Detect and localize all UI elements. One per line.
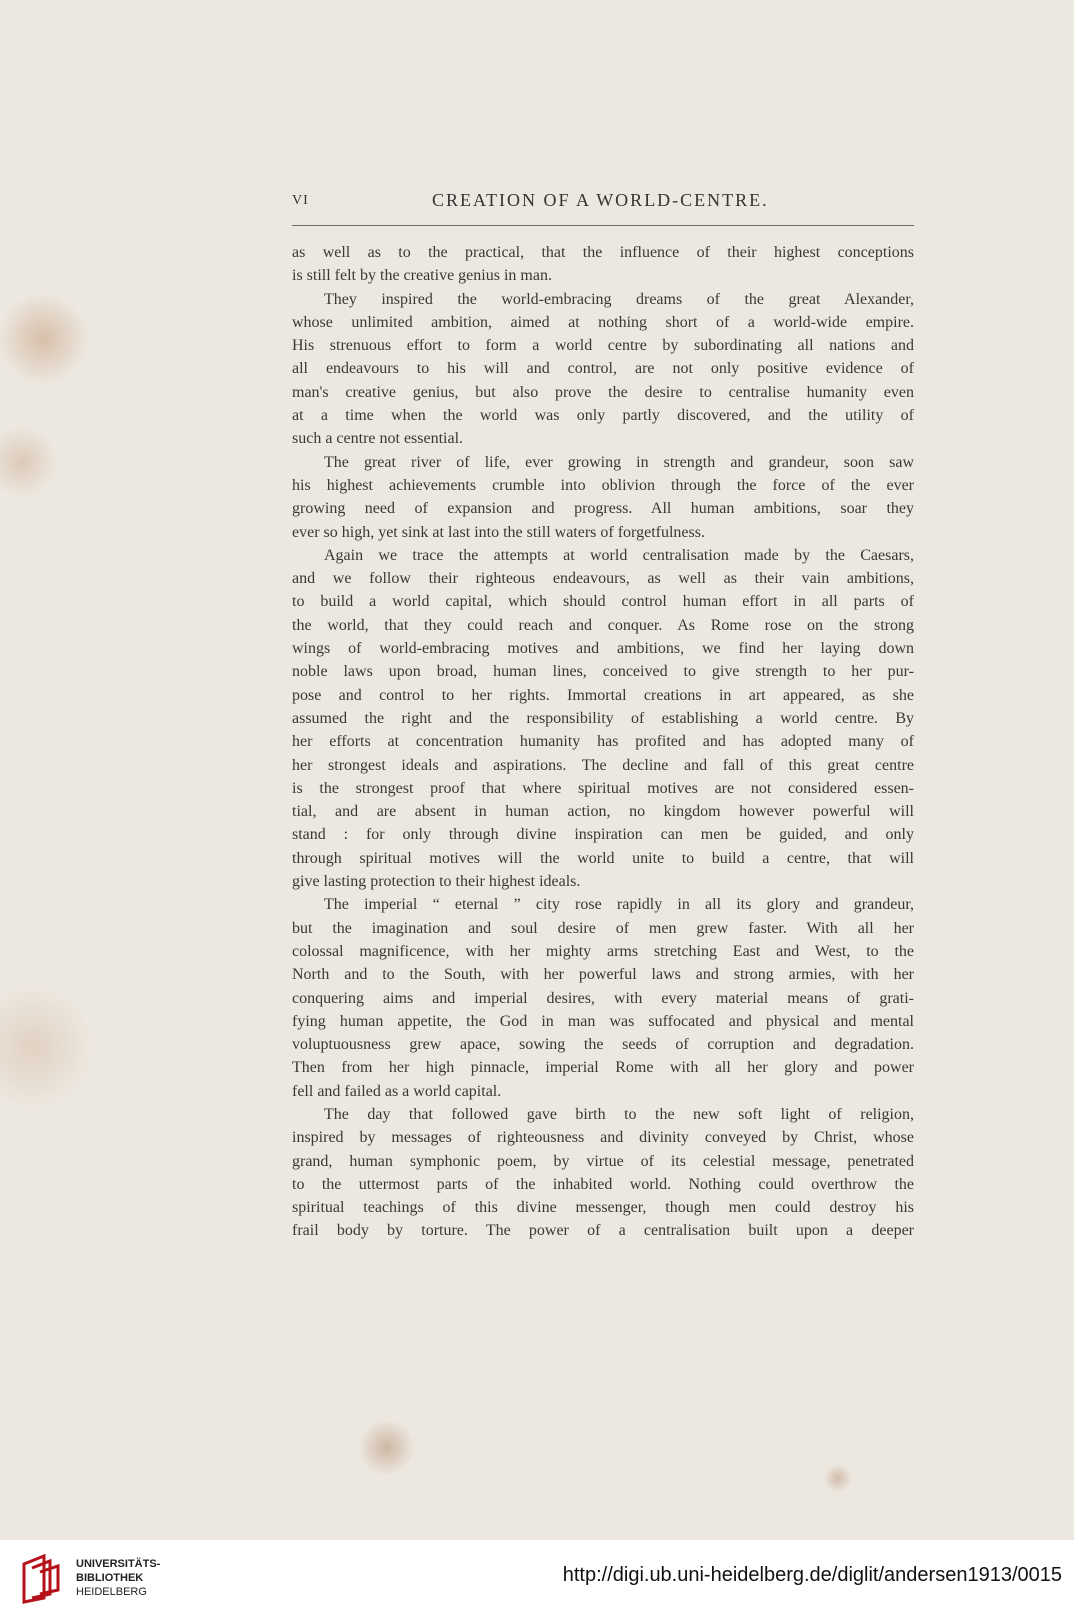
text-line: to build a world capital, which should control human effort in all parts of <box>292 593 914 611</box>
text-line: North and to the South, with her powerful laws and strong armies, with her <box>292 966 914 984</box>
text-line: noble laws upon broad, human lines, conceived to give strength to her pur- <box>292 663 914 681</box>
text-line: is still felt by the creative genius in man. <box>292 267 552 285</box>
text-line: his highest achievements crumble into oblivion through the force of the ever <box>292 476 914 494</box>
text-line: ever so high, yet sink at last into the still waters of forgetfulness. <box>292 523 705 541</box>
text-line: whose unlimited ambition, aimed at nothing short of a world-wide empire. <box>292 313 914 331</box>
text-line: give lasting protection to their highest ideals. <box>292 873 581 891</box>
text-line: conquering aims and imperial desires, with every material means of grati- <box>292 989 914 1007</box>
text-line: fying human appetite, the God in man was suffocated and physical and mental <box>292 1012 914 1030</box>
text-line: spiritual teachings of this divine messenger, though men could destroy his <box>292 1199 914 1217</box>
header-rule <box>292 225 914 226</box>
text-line: stand : for only through divine inspiration can men be guided, and only <box>292 826 914 844</box>
text-line: such a centre not essential. <box>292 430 464 448</box>
text-line: to the uttermost parts of the inhabited world. Nothing could overthrow the <box>292 1175 914 1193</box>
text-line: Again we trace the attempts at world centralisation made by the Caesars, <box>324 546 914 564</box>
text-line: frail body by torture. The power of a centralisation built upon a deeper <box>292 1222 914 1240</box>
page-number: VI <box>292 193 309 208</box>
text-line: His strenuous effort to form a world centre by subordinating all nations and <box>292 337 914 355</box>
text-line: The day that followed gave birth to the new soft light of religion, <box>324 1105 914 1123</box>
text-line: assumed the right and the responsibility of establishing a world centre. By <box>292 709 914 727</box>
library-name-line2: BIBLIOTHEK <box>76 1572 144 1584</box>
text-line: man's creative genius, but also prove the desire to centralise humanity even <box>292 383 914 401</box>
university-library-logo-icon <box>18 1554 66 1604</box>
text-line: tial, and are absent in human action, no kingdom however powerful will <box>292 803 914 821</box>
text-line: her strongest ideals and aspirations. The decline and fall of this great centre <box>292 756 914 774</box>
text-line: They inspired the world-embracing dreams of the great Alexander, <box>324 290 914 308</box>
text-line: voluptuousness grew apace, sowing the seeds of corruption and degradation. <box>292 1036 914 1054</box>
text-line: The imperial “ eternal ” city rose rapidly in all its glory and grandeur, <box>324 896 914 914</box>
page-header <box>292 190 914 223</box>
text-line: growing need of expansion and progress. All human ambitions, soar they <box>292 500 914 518</box>
running-title: CREATION OF A WORLD-CENTRE. <box>432 190 769 210</box>
text-line: wings of world-embracing motives and ambitions, we find her laying down <box>292 640 914 658</box>
text-line: all endeavours to his will and control, are not only positive evidence of <box>292 360 914 378</box>
library-name-line3: HEIDELBERG <box>76 1586 147 1598</box>
library-name <box>76 1557 160 1599</box>
footer-bar <box>0 1540 1074 1620</box>
text-line: grand, human symphonic poem, by virtue of its celestial message, penetrated <box>292 1152 914 1170</box>
text-line: her efforts at concentration humanity has profited and has adopted many of <box>292 733 914 751</box>
text-line: fell and failed as a world capital. <box>292 1082 502 1100</box>
text-line: but the imagination and soul desire of men grew faster. With all her <box>292 919 914 937</box>
text-line: pose and control to her rights. Immortal creations in art appeared, as she <box>292 686 914 704</box>
library-name-line1: UNIVERSITÄTS- <box>76 1558 161 1570</box>
text-line: and we follow their righteous endeavours, as well as their vain ambitions, <box>292 570 914 588</box>
permalink-url[interactable]: http://digi.ub.uni-heidelberg.de/diglit/andersen1913/0015 <box>562 1564 1062 1586</box>
text-line: as well as to the practical, that the influence of their highest conceptions <box>292 244 914 261</box>
text-line: inspired by messages of righteousness and divinity conveyed by Christ, whose <box>292 1129 914 1147</box>
text-line: the world, that they could reach and conquer. As Rome rose on the strong <box>292 616 914 634</box>
body-text <box>292 241 914 1243</box>
text-line: is the strongest proof that where spiritual motives are not considered essen- <box>292 779 914 797</box>
text-line: colossal magnificence, with her mighty arms stretching East and West, to the <box>292 942 914 960</box>
text-line: Then from her high pinnacle, imperial Rome with all her glory and power <box>292 1059 914 1077</box>
text-line: at a time when the world was only partly discovered, and the utility of <box>292 407 914 425</box>
text-line: The great river of life, ever growing in strength and grandeur, soon saw <box>324 453 914 471</box>
text-line: through spiritual motives will the world unite to build a centre, that will <box>292 849 914 867</box>
